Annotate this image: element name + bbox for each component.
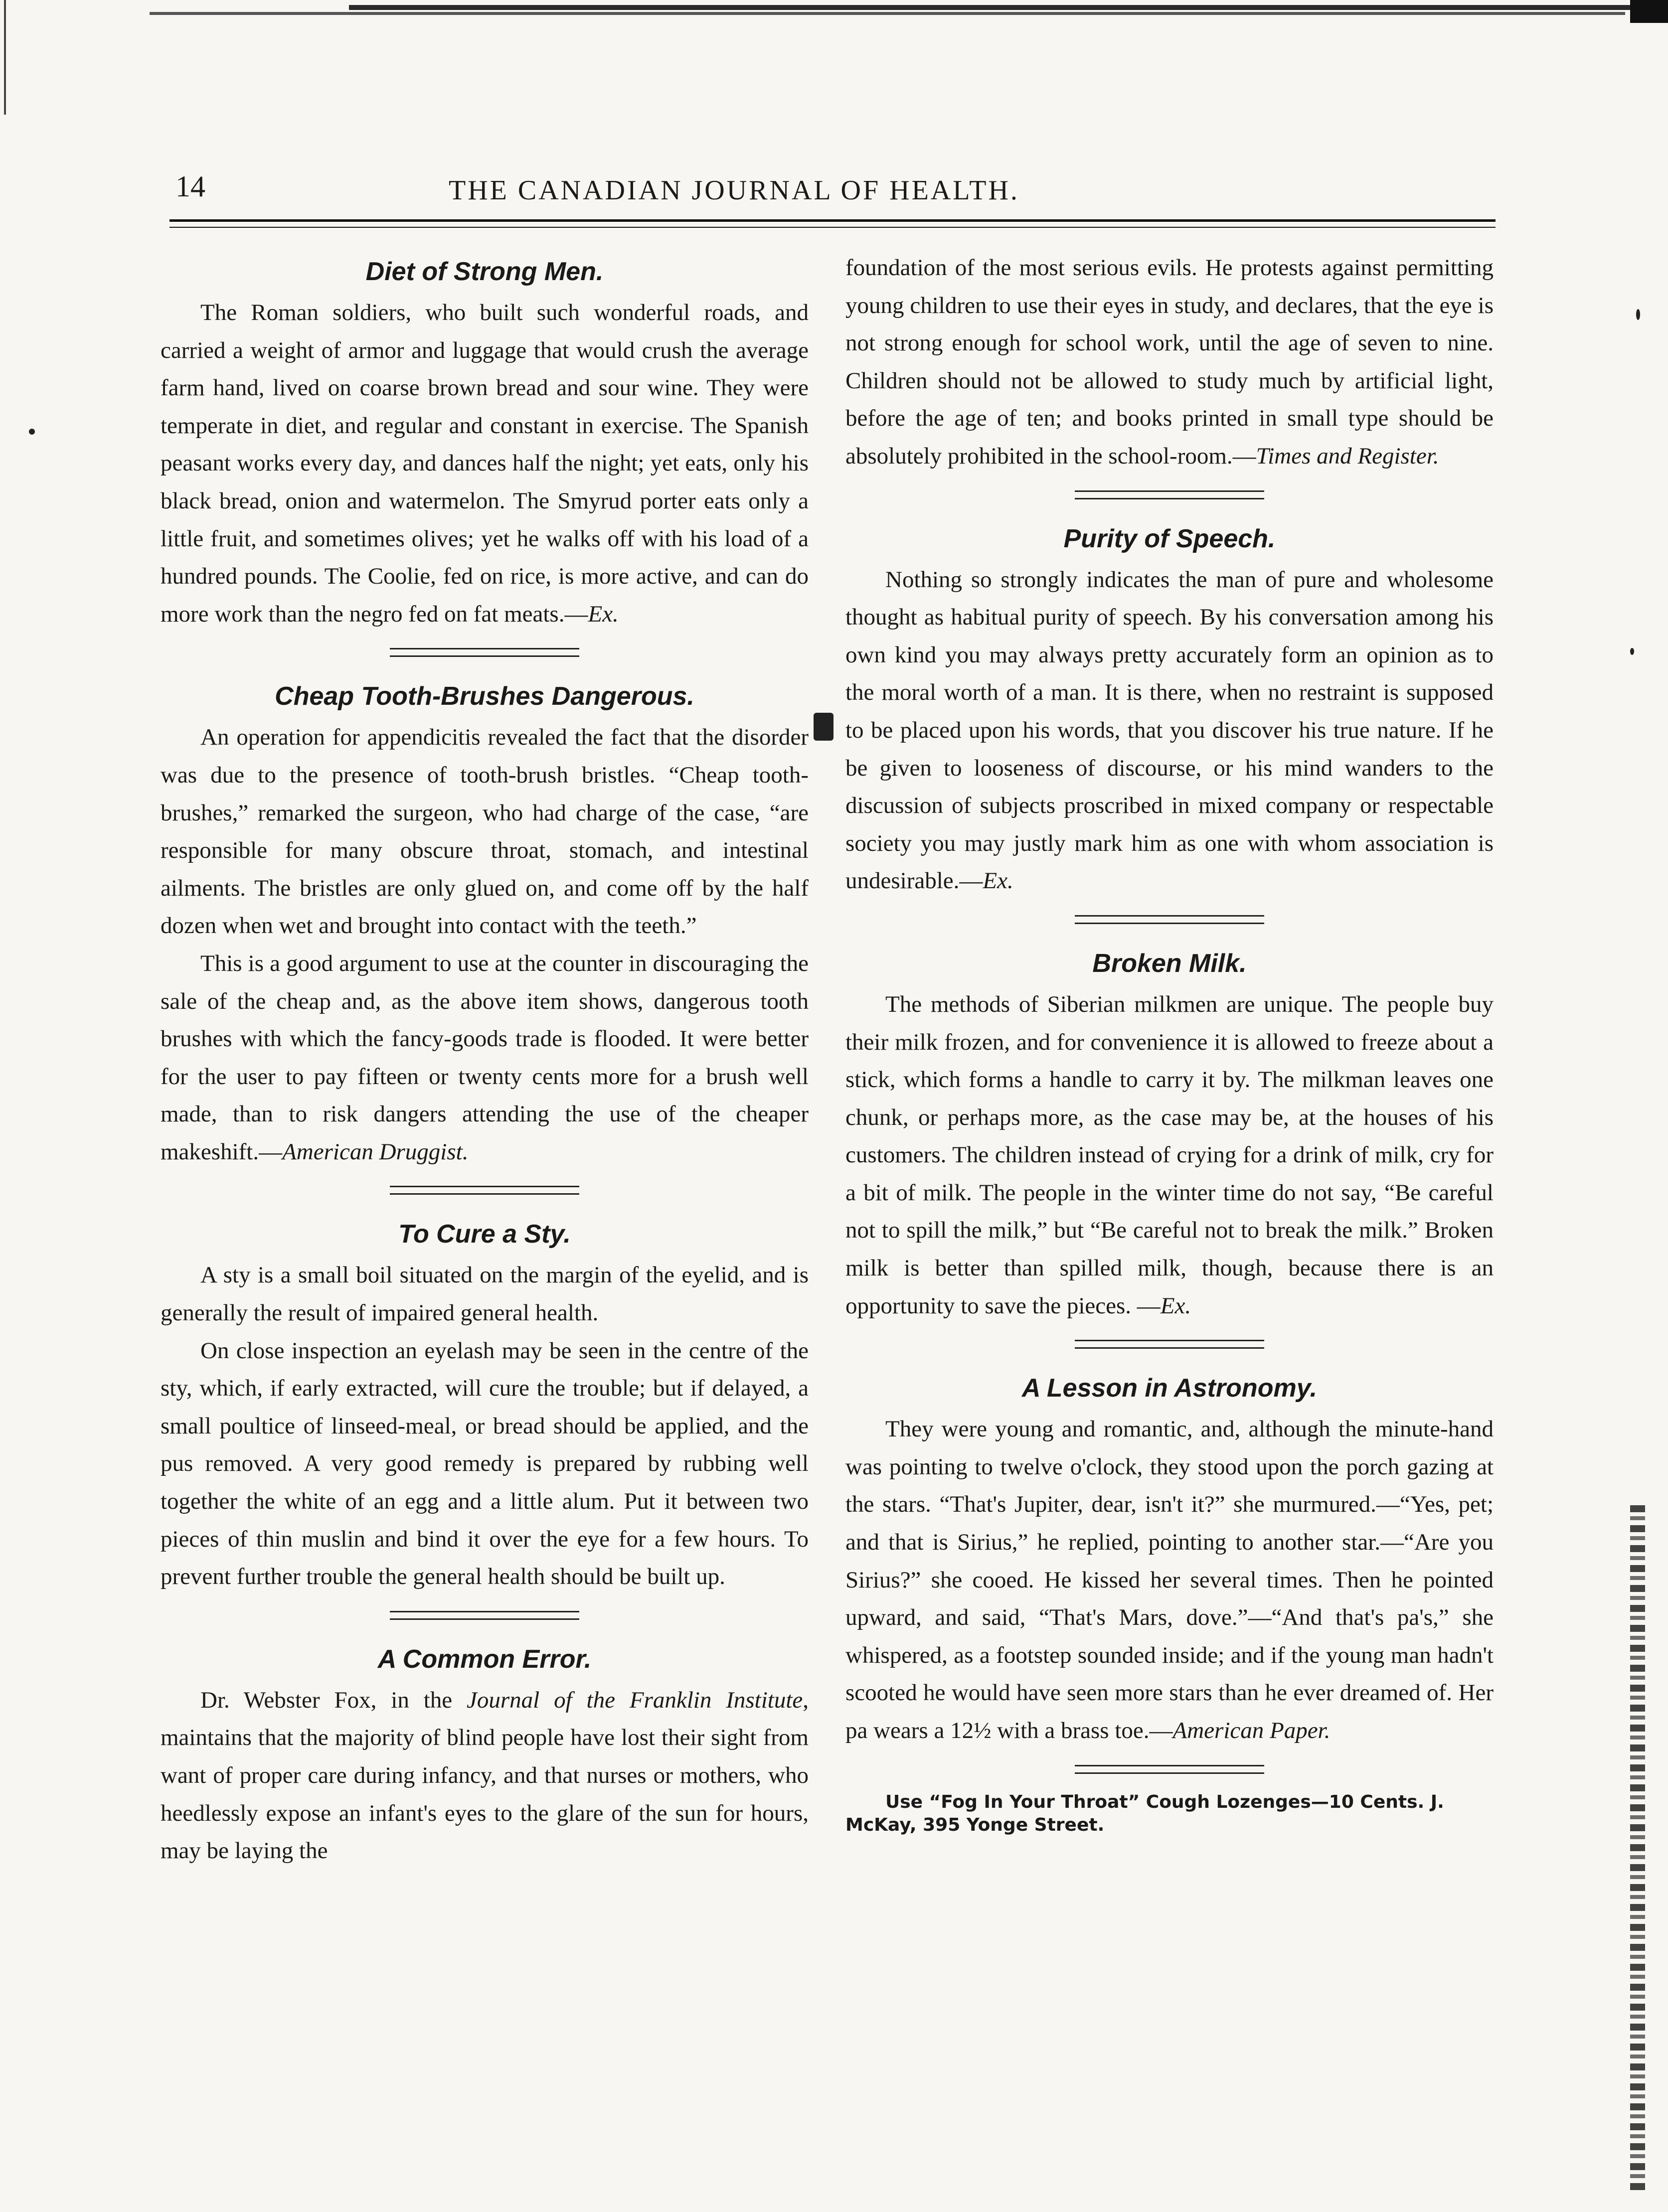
article-paragraph: Nothing so strongly indicates the man of pure and wholesome thought as habitual purity of speech. By his conversation among his own kind you may always pretty accurately form an opinion as to the moral worth of a man. It is there, when no restraint is supposed to be placed upon his words, that you discover his true nature. If he be given to looseness of discourse, or his mind wanders to the discussion of subjects proscribed in mixed company or respectable society you may justly mark him as one with whom association is undesirable.—Ex. — [845, 566, 1494, 894]
scan-edge-left — [4, 0, 6, 115]
section-separator — [390, 1611, 579, 1620]
section-separator — [1075, 1765, 1264, 1774]
section-separator — [1075, 915, 1264, 924]
article-heading: Diet of Strong Men. — [365, 257, 604, 286]
article-heading: A Lesson in Astronomy. — [1021, 1374, 1318, 1403]
article-paragraph: The Roman soldiers, who built such wonderful roads, and carried a weight of armor and luggage that would crush the average farm hand, lived on coarse brown bread and sour wine. They were temperate in diet, and regular and constant in exercise. The Spanish peasant works every day, and dances half the night; yet eats, only his black bread, onion and watermelon. The Smyrud porter eats only a little fruit, and sometimes olives; yet he walks off with his load of a hundred pounds. The Coolie, fed on rice, is more active, and can do more work than the negro fed on fat meats.—Ex. — [161, 300, 809, 627]
article-source: Ex. — [1160, 1292, 1191, 1319]
article-heading: To Cure a Sty. — [398, 1220, 571, 1249]
left-column — [161, 249, 809, 1870]
section-separator — [390, 1186, 579, 1195]
article-source: Times and Register. — [1256, 443, 1439, 469]
article-paragraph: An operation for appendicitis revealed the fact that the disorder was due to the presence of tooth-brush bristles. “Cheap tooth-brushes,” remarked the surgeon, who had charge of the case, “are responsible for many obscure throat, stomach, and intestinal ailments. The bristles are only glued on, and come off by the half dozen when wet and brought into contact with the teeth.” — [161, 724, 809, 939]
article-heading: Purity of Speech. — [1063, 524, 1276, 553]
article-paragraph: They were young and romantic, and, although the minute-hand was pointing to twelve o'clock, they stood upon the porch gazing at the stars. “That's Jupiter, dear, isn't it?” she murmured.—“Yes, pet; and that is Sirius,” he replied, pointing to another star.—“Are you Sirius?” she cooed. He kissed her several times. Then he pointed upward, and said, “That's Mars, dove.”—“And that's pa's,” she whispered, as a footstep sounded inside; and if the young man hadn't scooted he would have seen more stars than he ever dreamed of. Her pa wears a 12½ with a brass toe.—American Paper. — [845, 1416, 1494, 1743]
ink-speck — [814, 713, 834, 741]
article-paragraph: The methods of Siberian milkmen are unique. The people buy their milk frozen, and for convenience it is allowed to freeze about a stick, which forms a handle to carry it by. The milkman leaves one chunk, or perhaps more, as the case may be, at the houses of his customers. The children instead of crying for a drink of milk, cry for a bit of milk. The people in the winter time do not say, “Be careful not to spill the milk,” but “Be careful not to break the milk.” Broken milk is better than spilled milk, though, because there is an opportunity to save the pieces. —Ex. — [845, 991, 1494, 1319]
article-source: Ex. — [588, 601, 619, 627]
scan-edge-right — [1630, 1505, 1645, 2193]
ink-speck — [29, 429, 35, 435]
page-number: 14 — [175, 170, 205, 203]
ink-speck — [1636, 309, 1640, 320]
header-rule — [169, 219, 1496, 222]
ink-speck — [1630, 648, 1634, 655]
section-separator — [1075, 490, 1264, 499]
section-separator — [390, 648, 579, 657]
article-paragraph: A sty is a small boil situated on the margin of the eyelid, and is generally the result of impaired general health. — [161, 1262, 809, 1326]
article-paragraph: foundation of the most serious evils. He protests against permitting young children to use their eyes in study, and declares, that the eye is not strong enough for school work, until the age of seven to nine. Children should not be allowed to study much by artificial light, before the age of ten; and books printed in small type should be absolutely prohibited in the school-room.—Times and Register. — [845, 255, 1494, 469]
right-column — [845, 249, 1494, 1837]
header-rule — [169, 227, 1496, 228]
article-source: American Paper. — [1172, 1718, 1331, 1743]
article-heading: Broken Milk. — [1092, 948, 1247, 978]
section-separator — [1075, 1340, 1264, 1349]
advertisement: Use “Fog In Your Throat” Cough Lozenges—10 Cents. J. McKay, 395 Yonge Street. — [845, 1791, 1444, 1835]
article-heading: A Common Error. — [377, 1644, 592, 1674]
article-paragraph: Dr. Webster Fox, in the Journal of the Franklin Institute, maintains that the majority of blind people have lost their sight from want of proper care during infancy, and that nurses or mothers, who heedlessly expose an infant's eyes to the glare of the sun for hours, may be laying the — [161, 1687, 809, 1864]
article-heading: Cheap Tooth-Brushes Dangerous. — [275, 682, 694, 711]
journal-title: Journal of the Franklin Institute — [467, 1687, 803, 1713]
article-paragraph: On close inspection an eyelash may be seen in the centre of the sty, which, if early extracted, will cure the trouble; but if delayed, a small poultice of linseed-meal, or bread should be applied, and the pus removed. A very good remedy is prepared by rubbing well together the white of an egg and a little alum. Put it between two pieces of thin muslin and bind it over the eye for a few hours. To prevent further trouble the general health should be built up. — [161, 1337, 809, 1590]
article-paragraph: This is a good argument to use at the counter in discouraging the sale of the cheap and, as the above item shows, dangerous tooth brushes with which the fancy-goods trade is flooded. It were better for the user to pay fifteen or twenty cents more for a brush well made, than to risk dangers attending the use of the cheaper makeshift.—American Druggist. — [161, 950, 809, 1165]
article-source: Ex. — [983, 868, 1013, 894]
scan-edge-top — [0, 0, 1668, 23]
running-title: THE CANADIAN JOURNAL OF HEALTH. — [449, 175, 1019, 206]
article-source: American Druggist. — [282, 1138, 469, 1165]
